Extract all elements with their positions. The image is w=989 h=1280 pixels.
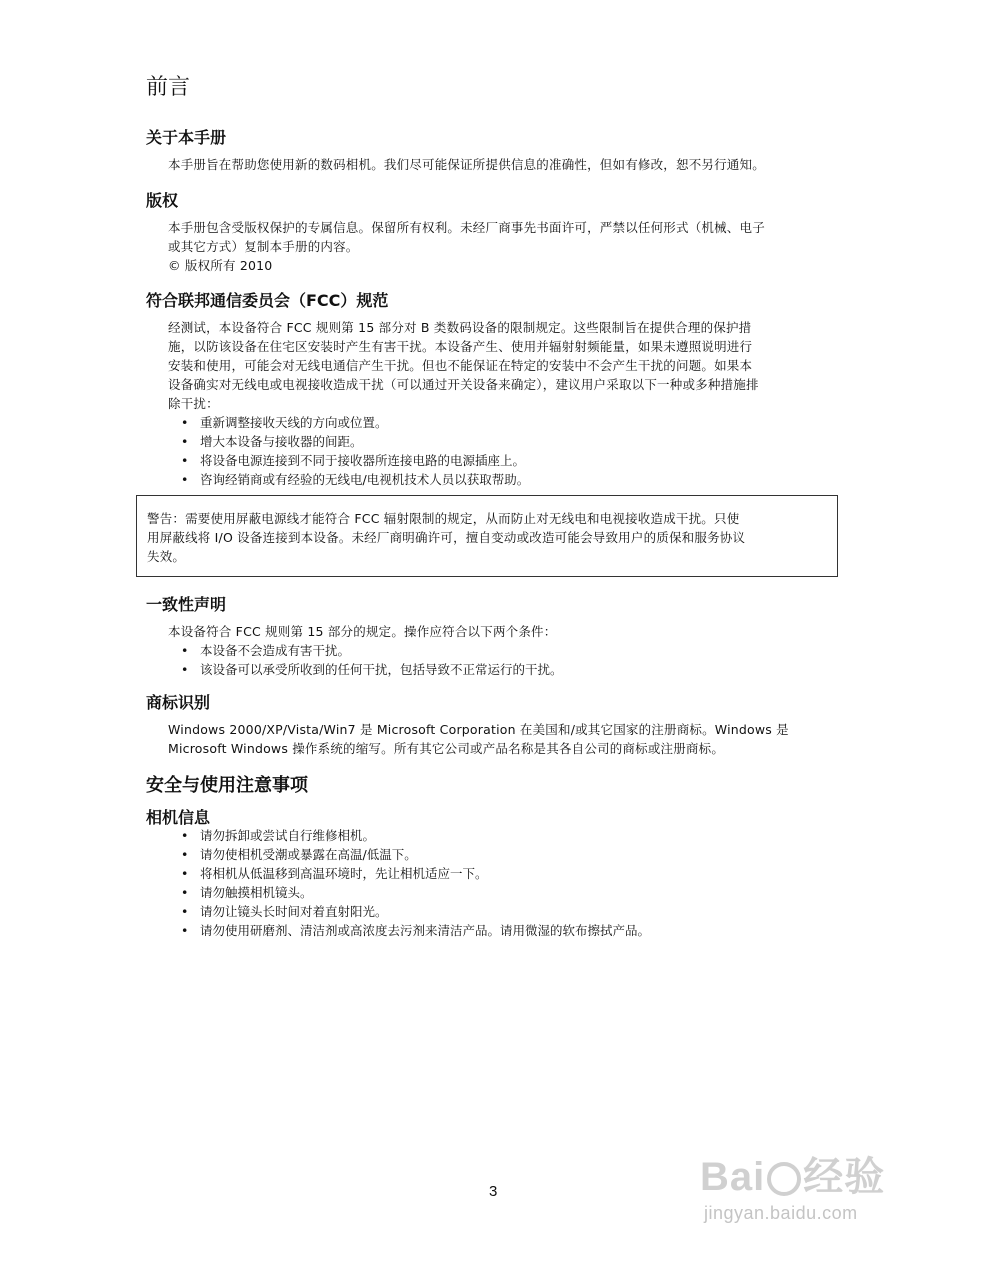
list-item: • 本设备不会造成有害干扰。 — [181, 643, 351, 658]
list-item: • 请勿让镜头长时间对着直射阳光。 — [181, 904, 388, 919]
conformity-bullet-list — [168, 641, 848, 679]
fcc-line-3: 安装和使用，可能会对无线电通信产生干扰。但也不能保证在特定的安装中不会产生干扰的问题。如果本 — [168, 358, 753, 373]
watermark-url: jingyan.baidu.com — [704, 1203, 858, 1223]
page-number: 3 — [489, 1183, 498, 1200]
list-item: • 咨询经销商或有经验的无线电/电视机技术人员以获取帮助。 — [181, 472, 530, 487]
list-item: • 请勿触摸相机镜头。 — [181, 885, 313, 900]
bullet-icon: • — [181, 828, 189, 843]
paw-icon — [767, 1162, 801, 1196]
about-text: 本手册旨在帮助您使用新的数码相机。我们尽可能保证所提供信息的准确性，但如有修改，恕不另行通知。 — [168, 157, 765, 172]
list-item: • 将设备电源连接到不同于接收器所连接电路的电源插座上。 — [181, 453, 526, 468]
bullet-icon: • — [181, 847, 189, 862]
bullet-icon: • — [181, 866, 189, 881]
section-heading-trademark: 商标识别 — [146, 693, 211, 712]
section-heading-about: 关于本手册 — [146, 128, 227, 147]
list-item: • 请勿使用研磨剂、清洁剂或高浓度去污剂来清洁产品。请用微湿的软布擦拭产品。 — [181, 923, 651, 938]
list-item: • 请勿拆卸或尝试自行维修相机。 — [181, 828, 376, 843]
bullet-icon: • — [181, 885, 189, 900]
fcc-line-5: 除干扰： — [168, 396, 219, 411]
section-heading-safety: 安全与使用注意事项 — [146, 775, 308, 796]
bullet-icon: • — [181, 662, 189, 677]
warning-line-1: 警告：需要使用屏蔽电源线才能符合 FCC 辐射限制的规定，从而防止对无线电和电视接收造成干扰。只使 — [147, 511, 740, 526]
section-heading-fcc: 符合联邦通信委员会（FCC）规范 — [146, 291, 389, 310]
list-item: • 重新调整接收天线的方向或位置。 — [181, 415, 388, 430]
fcc-line-2: 施，以防该设备在住宅区安装时产生有害干扰。本设备产生、使用并辐射射频能量，如果未遵照说明进行 — [168, 339, 753, 354]
warning-line-2: 用屏蔽线将 I/O 设备连接到本设备。未经厂商明确许可，擅自变动或改造可能会导致用户的质保和服务协议 — [147, 530, 746, 545]
warning-line-3: 失效。 — [147, 549, 186, 564]
warning-box — [136, 495, 838, 577]
list-item: • 增大本设备与接收器的间距。 — [181, 434, 363, 449]
fcc-line-4: 设备确实对无线电或电视接收造成干扰（可以通过开关设备来确定），建议用户采取以下一种或多种措施排 — [168, 377, 759, 392]
fcc-line-1: 经测试，本设备符合 FCC 规则第 15 部分对 B 类数码设备的限制规定。这些限制旨在提供合理的保护措 — [168, 320, 752, 335]
copyright-line-3: © 版权所有 2010 — [168, 258, 273, 273]
bullet-icon: • — [181, 415, 189, 430]
bullet-icon: • — [181, 472, 189, 487]
list-item: • 请勿使相机受潮或暴露在高温/低温下。 — [181, 847, 417, 862]
trademark-line-2: Microsoft Windows 操作系统的缩写。所有其它公司或产品名称是其各自公司的商标或注册商标。 — [168, 741, 725, 756]
trademark-line-1: Windows 2000/XP/Vista/Win7 是 Microsoft Corporation 在美国和/或其它国家的注册商标。Windows 是 — [168, 722, 789, 737]
section-heading-conformity: 一致性声明 — [146, 595, 227, 614]
watermark-logo: Bai 经验 — [700, 1155, 886, 1199]
bullet-icon: • — [181, 904, 189, 919]
camera-bullet-list — [168, 826, 848, 940]
list-item: • 该设备可以承受所收到的任何干扰，包括导致不正常运行的干扰。 — [181, 662, 563, 677]
baidu-jingyan-watermark — [700, 1145, 940, 1265]
list-item: • 将相机从低温移到高温环境时，先让相机适应一下。 — [181, 866, 488, 881]
bullet-icon: • — [181, 923, 189, 938]
conformity-text: 本设备符合 FCC 规则第 15 部分的规定。操作应符合以下两个条件： — [168, 624, 557, 639]
copyright-line-1: 本手册包含受版权保护的专属信息。保留所有权利。未经厂商事先书面许可，严禁以任何形式（机械、电子 — [168, 220, 765, 235]
copyright-line-2: 或其它方式）复制本手册的内容。 — [168, 239, 359, 254]
fcc-bullet-list — [168, 413, 848, 489]
page-title: 前言 — [146, 75, 191, 100]
section-heading-copyright: 版权 — [146, 191, 179, 210]
bullet-icon: • — [181, 434, 189, 449]
section-heading-camera: 相机信息 — [146, 808, 211, 827]
bullet-icon: • — [181, 453, 189, 468]
bullet-icon: • — [181, 643, 189, 658]
